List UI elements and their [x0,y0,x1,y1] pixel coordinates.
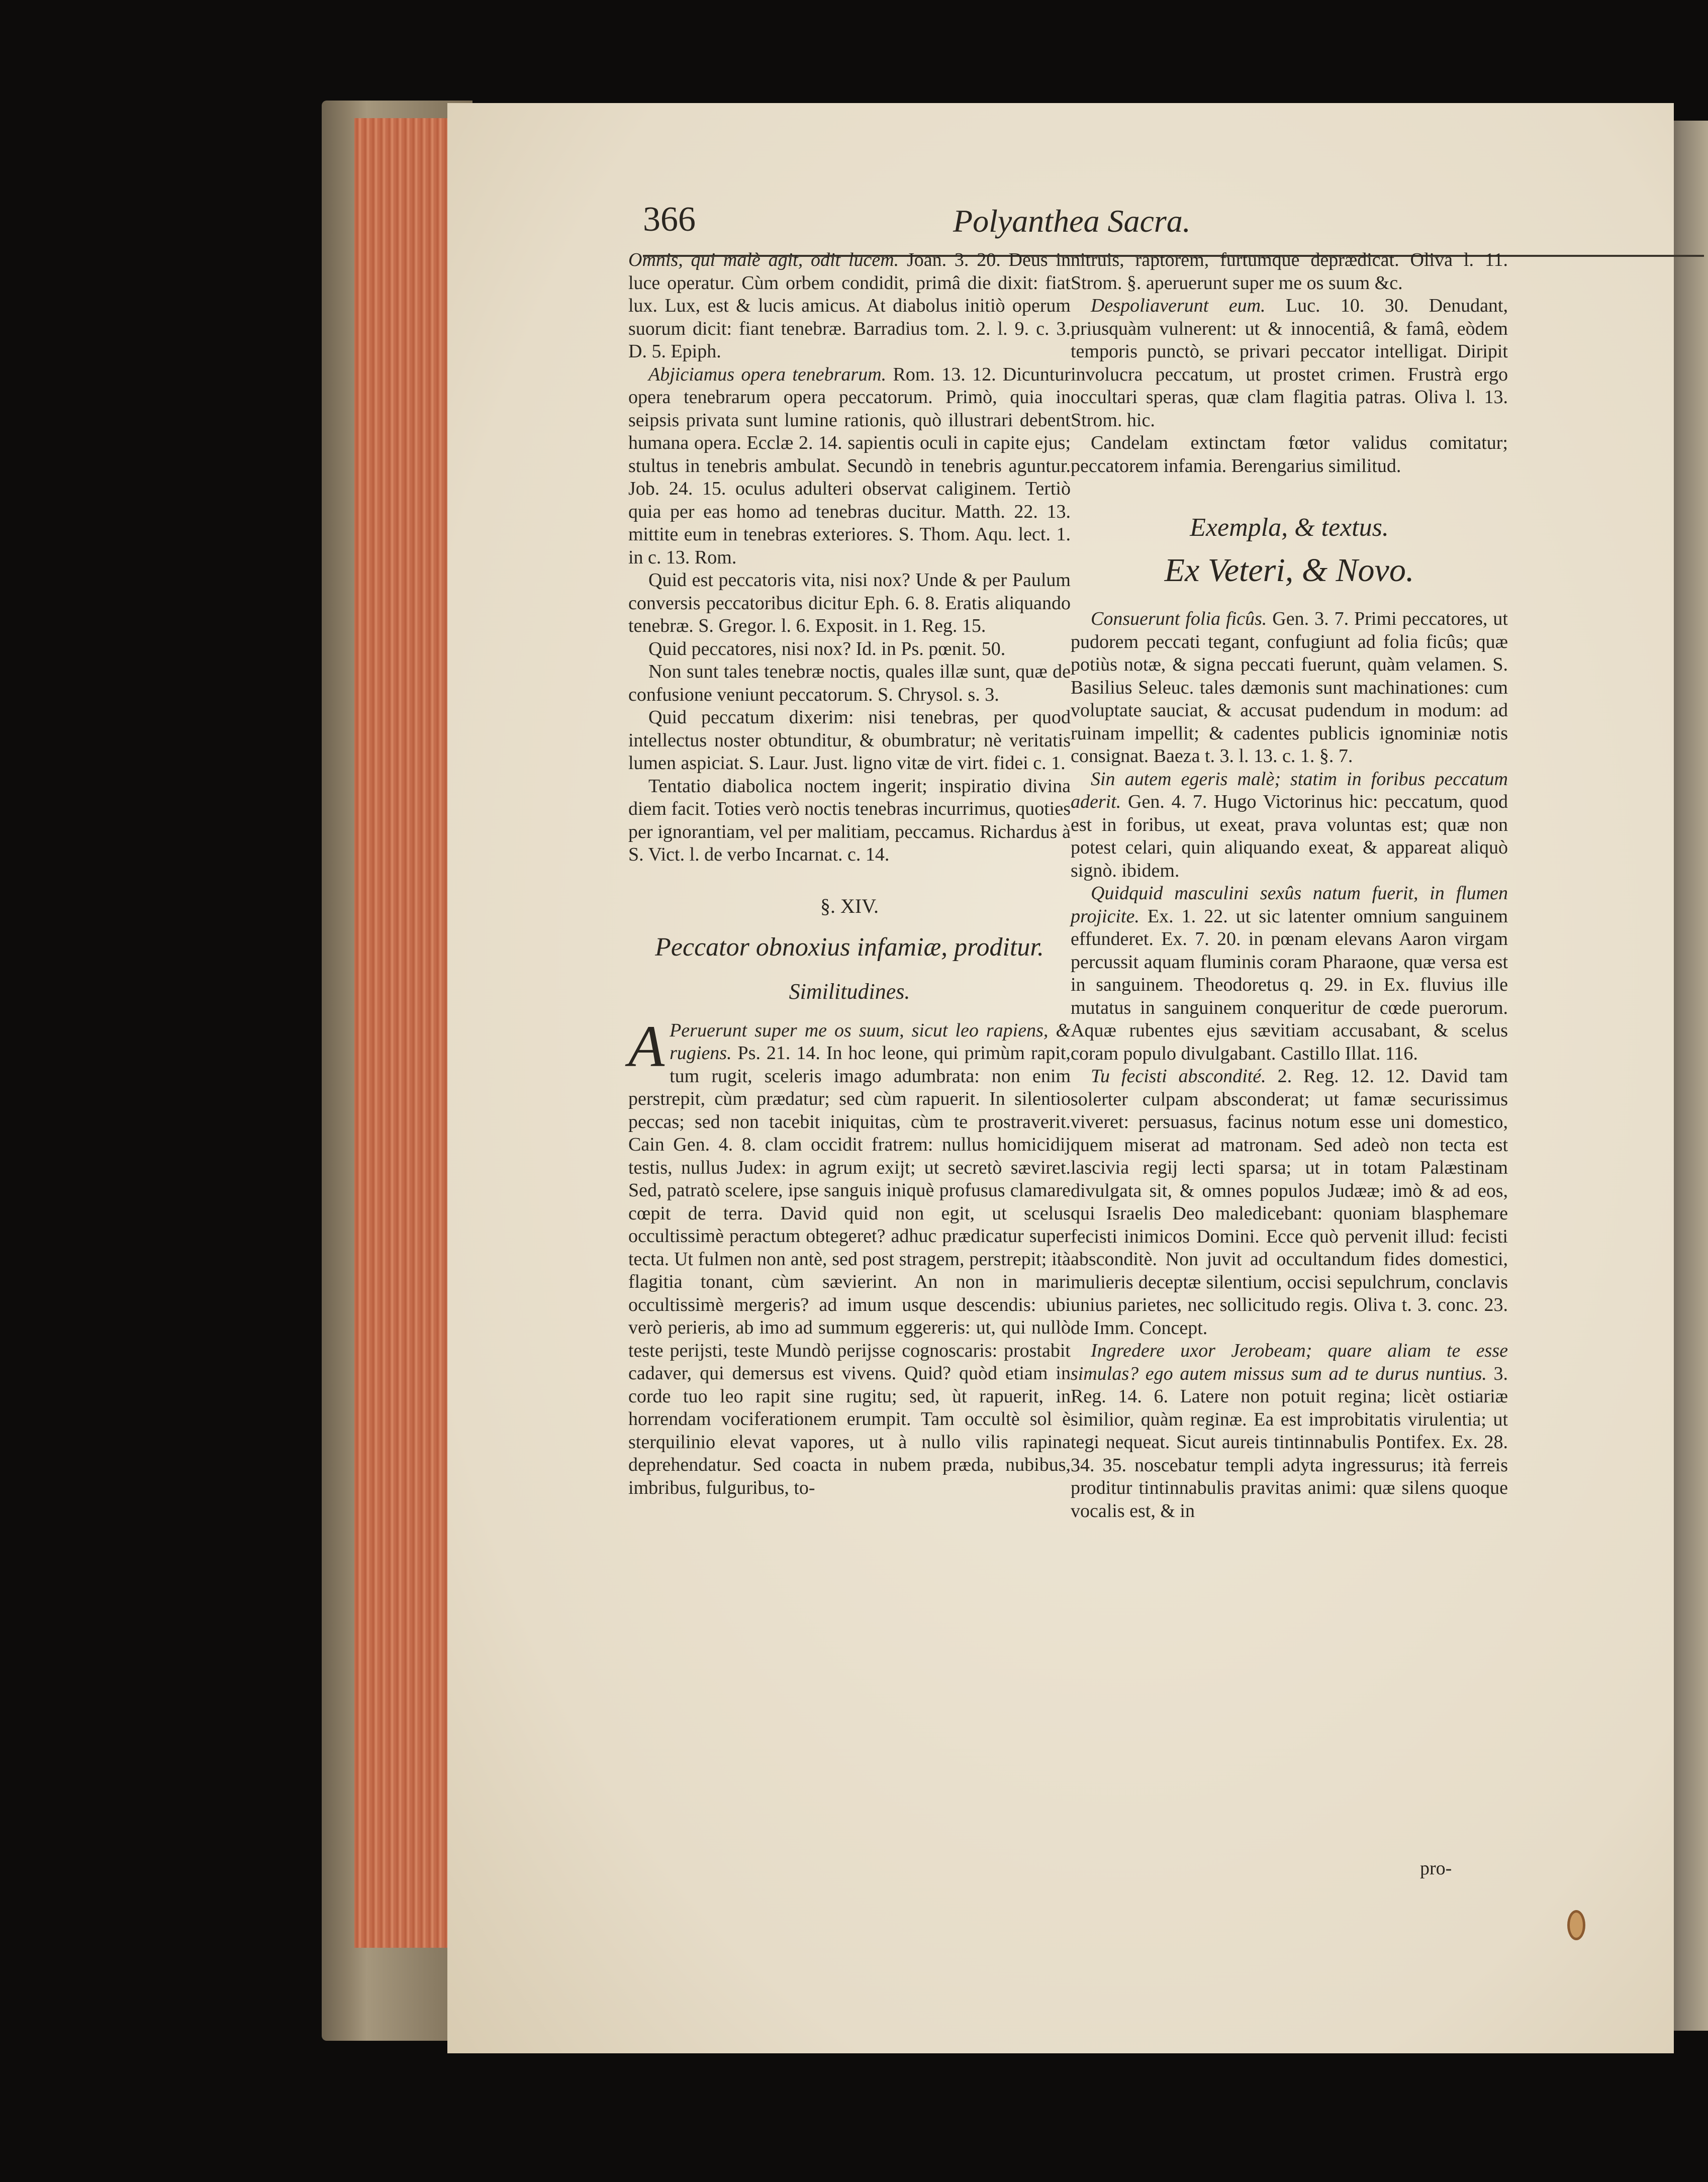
drop-cap: A [628,1013,665,1079]
paragraph-text: Ps. 21. 14. In hoc leone, qui primùm rapit, tum rugit, sceleris imago adumbrata: non enim perstrepit, cùm prædatur; sed cùm rapuerit. In silentio peccas; sed non tacebit iniquitas, cùm te prostraverit. Cain Gen. 4. 8. clam occidit fratrem: nullus homicidij testis, nullus Judex: in agrum exijt; ut secretò sæviret. Sed, patratò scelere, ipse sanguis iniquè profusus clamare cœpit de terra. David quid non egit, ut scelus occultissimè peractum obtegeret? adhuc prædicatur super tecta. Ut fulmen non antè, sed post stragem, perstrepit; ità flagitia tonant, cùm sævierint. An non in mari occultissimè mergeris? ad imum usque descendis: ubi verò perieris, ab imo ad summum eggereris: ut, qui nullò teste perijsti, teste Mundò perijsse cognoscaris: prostabit cadaver, qui demersus est vivens. Quid? quòd etiam in corde tuo leo rapit sine rugitu; sed, ùt rapuerit, in horrendam vociferationem erumpit. Tam occultè sol è sterquilinio elevat vapores, ut à nullo vilis rapina deprehendatur. Sed coacta in nubem præda, nubibus, imbribus, fulguribus, to- [628,1042,1071,1498]
paragraph [628,638,1071,661]
paragraph-lead: Consuerunt folia ficûs. [1091,608,1267,629]
running-header [643,200,1704,257]
paragraph [628,569,1071,638]
paragraph-text: Gen. 4. 7. Hugo Victorinus hic: peccatum, quod est in foribus, ut exeat, prava voluntas est; quæ non potest celari, quin aliquando exeat, & appareat aliquò signò. ibidem. [1071,791,1508,881]
paragraph-lead: Peruerunt super me os suum, sicut leo rapiens, & rugiens. [670,1019,1071,1064]
paragraph [628,363,1071,570]
paragraph-lead: Tu fecisti abscondité. [1091,1066,1266,1087]
page-edges [354,118,460,1948]
paragraph-text: Ex. 1. 22. ut sic latenter omnium sanguinem effunderet. Ex. 7. 20. in pœnam elevans Aaron virgam percussit aquam fluminis coram Pharaone, quæ versa est in sanguinem. Theodoretus q. 29. in Ex. fluvius ille mutatus in sanguinem conqueritur de cœde puerorum. Aquæ rubentes ejus sævitiam accusabant, & scelus coram populo divulgabant. Castillo Illat. 116. [1071,905,1508,1064]
paragraph [628,775,1071,867]
right-column [1071,249,1508,1523]
page-number: 366 [643,200,696,239]
paragraph [1071,295,1508,432]
paragraph-text: Joan. 3. 20. Deus in luce operatur. Cùm orbem condidit, primâ die dixit: fiat lux. Lux, est & lucis amicus. At diabolus initiò operum suorum dicit: fiant tenebræ. Barradius tom. 2. l. 9. c. 3. D. 5. Epiph. [628,249,1071,362]
paragraph-text: Quid peccatores, nisi nox? Id. in Ps. pœnit. 50. [648,638,1006,659]
paragraph-text: Gen. 3. 7. Primi peccatores, ut pudorem peccati tegant, confugiunt ad folia ficûs; quæ potiùs notæ, & signa peccati fuerunt, quàm velamen. S. Basilius Seleuc. tales dæmonis sunt machinationes: cum voluptate sauciat, & accusat pudendum in modum: ad ruinam impellit; & cadentes publicis ignominiæ notis consignat. Baeza t. 3. l. 13. c. 1. §. 7. [1071,608,1508,767]
section-mark: §. XIV. [820,894,879,917]
running-title: Polyanthea Sacra. [953,203,1191,239]
paragraph [628,1013,1071,1500]
book-page [447,103,1674,2053]
similitudines-heading: Similitudines. [789,979,910,1004]
paragraph [628,249,1071,363]
paragraph-lead: Omnis, qui malè agit, odit lucem. [628,249,899,270]
paragraph-lead: Quidquid masculini sexûs natum fuerit, in flumen projicite. [1071,883,1508,927]
section-title: Peccator obnoxius infamiæ, proditur. [655,932,1044,962]
paragraph-text: Quid est peccatoris vita, nisi nox? Unde & per Paulum conversis peccatoribus dicitur Eph. 6. 8. Eratis aliquando tenebræ. S. Gregor. l. 6. Exposit. in 1. Reg. 15. [628,570,1071,636]
paragraph-lead: Abjiciamus opera tenebrarum. [648,363,887,385]
exempla-subheading: Ex Veteri, & Novo. [1164,552,1414,589]
paragraph [1071,249,1508,295]
paragraph-text: nitruis, raptorem, furtumque deprædicat. Oliva l. 11. Strom. §. aperuerunt super me os suum &c. [1071,249,1508,294]
paragraph-lead: Sin autem egeris malè; statim in foribus peccatum aderit. [1071,768,1508,812]
paragraph [628,706,1071,775]
paragraph-lead: Ingredere uxor Jerobeam; quare aliam te esse simulas? ego autem missus sum ad te durus nuntius. [1071,1340,1508,1384]
left-column [628,249,1071,1499]
paragraph-text: 3. Reg. 14. 6. Latere non potuit regina; licèt ostiariæ similior, quàm reginæ. Ea est improbitatis virulentia; ut tegi nequeat. Sicut aureis tintinnabulis Pontifex. Ex. 28. 34. 35. noscebatur templi adyta ingressurus; ità ferreis proditur tintinnabulis pravitas animi: quæ silens quoque vocalis est, & in [1071,1363,1508,1522]
paragraph-text: Tentatio diabolica noctem ingerit; inspiratio divina diem facit. Toties verò noctis tenebras incurrimus, quoties per ignorantiam, vel per malitiam, peccamus. Richardus à S. Vict. l. de verbo Incarnat. c. 14. [628,775,1071,865]
paragraph [1071,432,1508,478]
paragraph [1071,608,1508,768]
paragraph [628,660,1071,706]
paragraph [1071,882,1508,1065]
paragraph-lead: Despoliaverunt eum. [1091,295,1266,316]
paragraph-text: Candelam extinctam fœtor validus comitatur; peccatorem infamia. Berengarius similitud. [1071,432,1508,477]
paragraph [1071,768,1508,883]
paragraph-text: 2. Reg. 12. 12. David tam solerter culpam absconderat; ut famæ securissimus viveret: persuasus, facinus notum esse uni domestico, quem miserat ad matronam. Sed adeò non tecta est lascivia regij lecti sparsa; ut in totam Palæstinam divulgata sit, & omnes populos Judææ; imò & ad eos, qui Israelis Deo maledicebant: quoniam blasphemare fecisti inimicos Domini. Ecce quò pervenit illud: fecisti absconditè. Non juvit ad occultandum fides domestici, mulieris deceptæ silentium, occisi sepulchrum, conclavis unius parietes, nec sollicitudo regis. Oliva t. 3. conc. 23. de Imm. Concept. [1071,1066,1508,1339]
paragraph-text: Luc. 10. 30. Denudant, priusquàm vulnerent: ut & innocentiâ, & famâ, eòdem temporis punctò, se privari peccator intelligat. Diripit involucra peccatum, ut prostet crimen. Frustrà ergo occultari speras, quæ clam flagitia patras. Oliva l. 13. Strom. hic. [1071,295,1508,431]
paper-stain [1567,1910,1585,1940]
paragraph [1071,1065,1508,1340]
exempla-heading: Exempla, & textus. [1190,513,1389,542]
paragraph-text: Quid peccatum dixerim: nisi tenebras, per quod intellectus noster obtunditur, & obumbratur; nè veritatis lumen aspiciat. S. Laur. Just. ligno vitæ de virt. fidei c. 1. [628,707,1071,774]
paragraph [1071,1340,1508,1523]
catchword: pro- [1420,1858,1452,1879]
paragraph-text: Non sunt tales tenebræ noctis, quales illæ sunt, quæ de confusione veniunt peccatorum. S. Chrysol. s. 3. [628,661,1071,705]
paragraph-text: Rom. 13. 12. Dicuntur opera tenebrarum opera peccatorum. Primò, quia in seipsis privata sunt lumine rationis, quò illustrari debent humana opera. Ecclæ 2. 14. sapientis oculi in capite ejus; stultus in tenebris ambulat. Secundò in tenebris aguntur. Job. 24. 15. oculus adulteri observat caliginem. Tertiò quia per eas homo ad tenebras ducitur. Matth. 22. 13. mittite eum in tenebras exteriores. S. Thom. Aqu. lect. 1. in c. 13. Rom. [628,363,1071,568]
